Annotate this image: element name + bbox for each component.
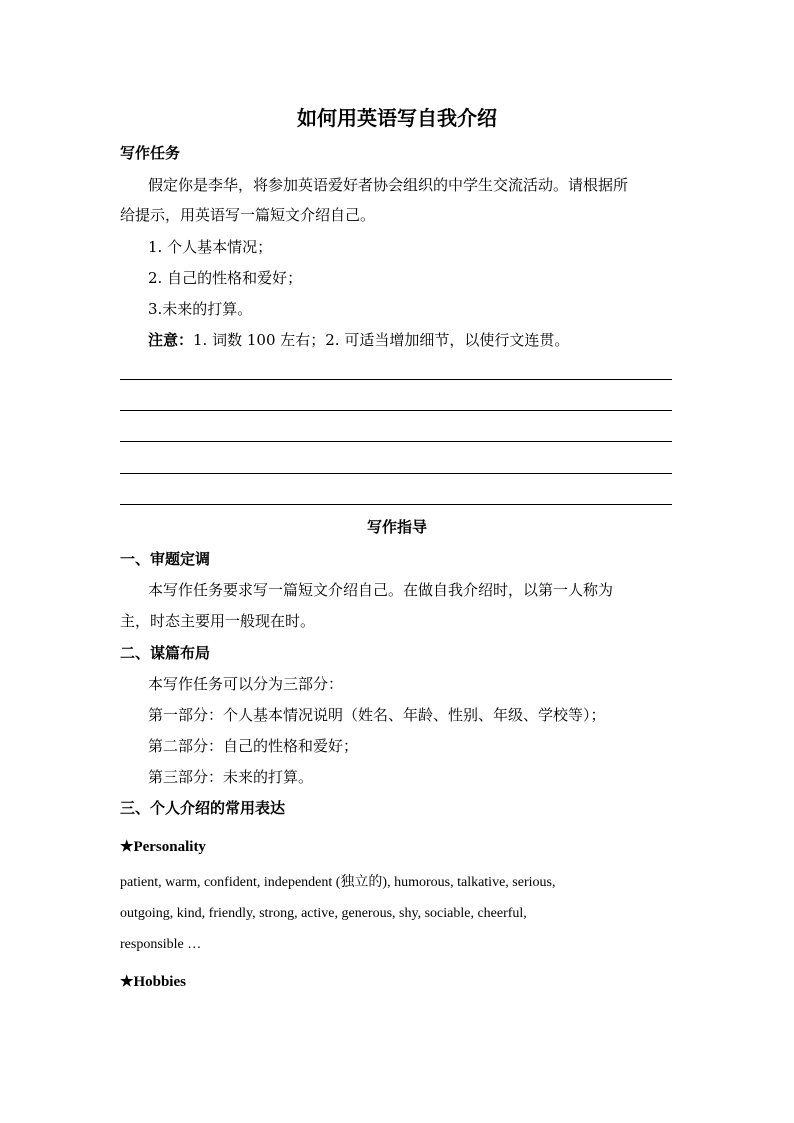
section-1-heading: 一、审题定调	[120, 550, 211, 568]
task-item-1: 1. 个人基本情况；	[148, 238, 273, 256]
section-1-line-1: 本写作任务要求写一篇短文介绍自己。在做自我介绍时，以第一人称为	[148, 581, 614, 599]
personality-line-2: outgoing, kind, friendly, strong, active, generous, shy, sociable, cheerful,	[120, 906, 527, 921]
task-item-2: 2. 自己的性格和爱好；	[148, 269, 303, 287]
personality-line-3: responsible …	[120, 937, 202, 952]
section-2-line-2: 第一部分：个人基本情况说明（姓名、年龄、性别、年级、学校等）；	[148, 706, 606, 724]
note-text: 1. 词数 100 左右；2. 可适当增加细节，以使行文连贯。	[193, 331, 570, 349]
writing-task-heading: 写作任务	[120, 144, 181, 162]
task-note	[148, 330, 569, 350]
section-2-line-4: 第三部分：未来的打算。	[148, 768, 314, 786]
personality-line-1: patient, warm, confident, independent (独立的), humorous, talkative, serious,	[120, 875, 556, 890]
section-2-line-1: 本写作任务可以分为三部分：	[148, 675, 344, 693]
note-label: 注意：	[148, 331, 194, 349]
answer-line-1	[120, 379, 672, 380]
answer-line-5	[120, 504, 672, 505]
task-item-3: 3.未来的打算。	[148, 300, 253, 318]
task-paragraph-line-2: 给提示，用英语写一篇短文介绍自己。	[120, 206, 376, 224]
answer-line-4	[120, 473, 672, 474]
section-3-heading: 三、个人介绍的常用表达	[120, 799, 286, 817]
writing-guide-heading: 写作指导	[366, 518, 427, 536]
task-paragraph-line-1: 假定你是李华，将参加英语爱好者协会组织的中学生交流活动。请根据所	[148, 176, 629, 194]
section-2-heading: 二、谋篇布局	[120, 644, 211, 662]
document-title: 如何用英语写自我介绍	[297, 106, 497, 130]
section-2-line-3: 第二部分：自己的性格和爱好；	[148, 737, 359, 755]
answer-line-2	[120, 410, 672, 411]
answer-line-3	[120, 441, 672, 442]
personality-heading: ★Personality	[120, 839, 206, 855]
section-1-line-2: 主，时态主要用一般现在时。	[120, 612, 316, 630]
hobbies-heading: ★Hobbies	[120, 974, 186, 990]
